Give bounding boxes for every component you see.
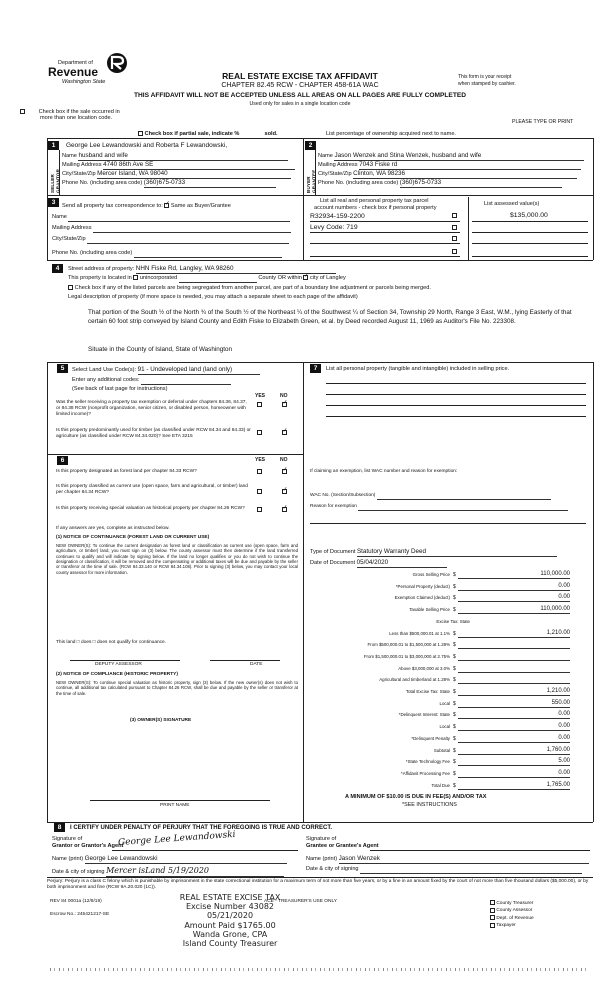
legal-label: Legal description of property (if more space is needed, you may attach a separate sheet to each page of the affidavit) [68,294,358,300]
calc-value[interactable]: 1,765.00 [458,782,570,790]
assessed-header: List assessed value(s) [484,201,540,207]
buyer-side-label: BUYER GRANTEE [306,169,317,193]
deputy-date-label: DATE [250,662,263,667]
s5-q1-no-checkbox[interactable] [282,402,287,407]
calc-value[interactable]: 0.00 [458,594,570,602]
calc-row [310,758,590,767]
form-title: REAL ESTATE EXCISE TAX AFFIDAVIT [222,71,378,81]
calc-row [310,688,590,697]
buyer-name-field[interactable]: Jason Wenzek and Stina Wenzek, husband and wife [334,152,584,161]
calc-row [310,782,590,791]
see-instructions-note: *SEE INSTRUCTIONS [402,802,457,808]
calc-row [310,583,590,592]
additional-codes-label: Enter any additional codes: [72,377,140,383]
buyer-mailing-field[interactable]: 7043 Fiske rd [359,161,581,170]
section-5-number: 5 [57,364,68,373]
date-doc-field[interactable]: 05/04/2020 [357,559,447,568]
parcel-4-personal-checkbox[interactable] [452,249,457,254]
multi-location-label-1: Check box if the sale occurred in [38,109,120,115]
grantee-date-row [306,866,582,874]
section-2-number: 2 [305,141,316,150]
calc-label: Above $3,000,000 at 3.0% [398,665,450,671]
calc-label: Excise Tax: State [436,618,470,624]
calc-dollar-sign: $ [453,677,456,684]
form-warning: THIS AFFIDAVIT WILL NOT BE ACCEPTED UNLESS ALL AREAS ON ALL PAGES ARE FULLY COMPLETED [133,92,467,99]
seller-city-field[interactable]: Mercer Island, WA 98040 [97,170,291,179]
street-label: Street address of property: [68,266,135,272]
city-label: city of Langley [309,275,346,281]
seller-name-label: Name [62,153,77,159]
calc-row [310,571,590,580]
calc-dollar-sign: $ [453,689,456,695]
assessed-value-1[interactable]: $135,000.00 [510,212,548,219]
dor-dept-line1: Department of [58,60,93,66]
calc-dollar-sign: $ [453,665,456,672]
perjury-note: Perjury: Perjury is a class C felony which is punishable by imprisonment in the state correctional institution for a maximum term of not more than five years, or by a fine in an amount fixed by the court of not more than five thousand dollars ($5,000.00), or by both imprisonment and fine (RCW 9A.20.020 (1C)). [47,879,589,890]
seller-name-field[interactable]: husband and wife [78,152,288,161]
buyer-city-field[interactable]: Clinton, WA 98236 [353,170,577,179]
calc-row [310,594,590,603]
calc-row [310,723,590,732]
deputy-assessor-label: DEPUTY ASSESSOR [95,662,142,667]
calc-row [310,618,590,627]
s6-q2-no-checkbox[interactable] [282,489,287,494]
grantor-date-label: Date & city of signing [52,869,105,875]
grantor-sig-label-2: Grantor or Grantor's Agent [52,843,124,849]
s3-city-label: City/State/Zip [52,236,86,242]
partial-sale-sold: sold. [264,131,278,137]
type-doc-field[interactable]: Statutory Warranty Deed [357,548,557,557]
s5-q1-yes-checkbox[interactable] [257,402,262,407]
parcel-3-personal-checkbox[interactable] [452,236,457,241]
unincorporated-label: unincorporated [139,275,178,281]
exemption-label: If claiming an exemption, list WAC number and reason for exemption: [310,469,458,474]
s5-q2: Is this property predominantly used for timber (as classified under RCW 84.34 and 84.33) or agriculture (as classified under RCW 84.34.020)? See ETA 3215 [56,428,251,439]
rev-number: REV 84 0001a (12/9/19) [50,899,102,904]
s6-q1-yes-checkbox[interactable] [257,469,262,474]
segregated-row [68,285,431,292]
wac-field[interactable] [377,493,551,500]
additional-codes-field[interactable] [141,377,231,385]
calc-value[interactable] [458,665,570,673]
dor-dept-line2: Revenue [48,65,99,79]
seller-side-label: SELLER GRANTOR [50,168,61,193]
s3-mailing-field[interactable] [93,225,291,233]
grantor-date-field[interactable]: Mercer isLand 5/19/2020 [106,866,284,877]
s3-city-field[interactable] [87,236,289,244]
calc-value[interactable]: 110,000.00 [458,571,570,579]
calc-label: *Delinquent Interest: State [398,712,450,718]
grantee-sig-label-1: Signature of [306,836,337,842]
parcel-header-2: account numbers - check box if personal property [314,205,437,211]
please-type: PLEASE TYPE OR PRINT [512,119,574,125]
multi-location-checkbox[interactable] [20,109,25,114]
grantee-sig-label-2: Grantee or Grantee's Agent [306,843,379,849]
seller-phone-field[interactable]: (360)675-0733 [144,179,276,188]
seller-city-label: City/State/Zip [62,171,96,177]
buyer-phone-label: Phone No. (including area code) [318,180,399,186]
buyer-mailing-row [318,161,581,170]
land-use-field[interactable]: 91 - Undeveloped land (land only) [138,366,260,375]
calc-dollar-sign: $ [453,572,456,578]
calc-row [310,711,590,720]
city-checkbox[interactable] [303,275,308,280]
additional-codes-row [72,377,231,385]
date-doc-label: Date of Document [310,560,356,566]
calc-label: From $500,000.01 to $1,500,000 at 1.28% [367,642,450,648]
copy-taxpayer-checkbox[interactable] [490,923,495,928]
partial-sale-label: Check box if partial sale, indicate % [144,131,240,137]
section-6-number: 6 [57,456,68,465]
reason-row [310,504,568,511]
calc-value[interactable]: 5.00 [458,758,570,766]
type-doc-label: Type of Document [310,549,356,555]
street-row [68,265,336,274]
seller-phone-row [62,179,276,188]
grantee-date-field[interactable] [360,866,582,874]
seller-phone-label: Phone No. (including area code) [62,180,143,186]
calc-value[interactable]: 1,760.00 [458,747,570,755]
calc-label: *Personal Property (deduct) [395,583,450,589]
s3-mailing-row [52,225,291,233]
calc-value[interactable] [458,641,570,649]
grantee-print-label: Name (print) [306,856,338,862]
s3-name-row [52,214,290,222]
land-use-label: Select Land Use Code(s): [72,367,137,373]
calc-dollar-sign: $ [453,583,456,590]
calc-dollar-sign: $ [453,595,456,602]
s5-q1: Was the seller receiving a property tax exemption or deferral under chapters 84.36, 84.37, or 84.38 RCW (nonprofit organization, senior citizen, or disabled person, homeowner with limited income)? [56,400,247,417]
parcel-1-personal-checkbox[interactable] [452,213,457,220]
s5-q2-no-checkbox[interactable] [282,430,287,435]
seller-mailing-field[interactable]: 4740 86th Ave SE [103,161,295,170]
buyer-city-row [318,170,577,179]
calc-row [310,700,590,709]
s5-no-header: NO [280,393,288,399]
calc-dollar-sign: $ [453,724,456,731]
s3-city-row [52,236,289,244]
calc-value[interactable] [458,618,570,626]
same-as-buyer-label: Same as Buyer/Grantee [170,203,231,209]
minimum-due-note: A MINIMUM OF $10.00 IS DUE IN FEE(S) AND/OR TAX [345,794,487,800]
buyer-phone-field[interactable]: (360)675-0733 [400,179,562,188]
legal-description: That portion of the South ½ of the North ¾ of the South ½ of the Northeast ¼ of the Southwest ¼ of Section 34, Township 29 North, Range 3 East, W.M., lying Easterly of that certain 60 foot strip conveyed by Island County and Edith Fiske to Elizabeth Green, et al. by Deed recorded August 11, 1969 as Auditor's File No. 223308. [88,309,572,325]
copy-treasurer-checkbox[interactable] [490,900,495,905]
calc-row [310,641,590,650]
owner-signature-label: (3) OWNER(S) SIGNATURE [130,718,192,723]
s5-q2-yes-checkbox[interactable] [257,430,262,435]
s6-yes-header: YES [255,457,266,463]
stamp-line-5: Wanda Grone, CPA [192,929,268,939]
s3-phone-field[interactable] [134,250,282,258]
send-correspondence-row [62,203,231,210]
grantor-print-row [52,855,287,864]
calc-dollar-sign: $ [453,642,456,649]
s3-name-label: Name [52,214,67,220]
copy-list [490,900,534,930]
calc-row [310,676,590,685]
s6-q2-yes-checkbox[interactable] [257,489,262,494]
county-or-within-label: County OR within [258,275,302,281]
calc-label: Local [439,700,450,706]
s3-phone-row [52,250,282,258]
levy-code: Levy Code: 719 [310,224,358,231]
section-4-number: 4 [52,264,63,273]
s5-yes-header: YES [255,393,266,399]
calc-row [310,665,590,674]
s6-no-header: NO [280,457,288,463]
stamp-line-6: Island County Treasurer [182,938,278,948]
reason-label: Reason for exemption [310,504,357,509]
section-1-number: 1 [48,141,59,150]
see-back-note: (See back of last page for instructions) [72,386,168,392]
s6-q2: Is this property classified as current use (open space, farm and agricultural, or timber) land per chapter 84.34 RCW? [56,484,248,495]
s6-q3: Is this property receiving special valuation as historical property per chapter 84.26 RCW? [56,506,245,511]
wac-row [310,493,551,500]
grantee-date-label: Date & city of signing [306,866,359,872]
certify-text: I CERTIFY UNDER PENALTY OF PERJURY THAT THE FOREGOING IS TRUE AND CORRECT. [70,825,333,831]
scan-barcode-strip [50,968,590,971]
treasurer-use-label: ACE - TREASURER'S USE ONLY [264,899,337,904]
calc-label: Subtotal [433,747,450,753]
s6-q3-yes-checkbox[interactable] [257,507,262,512]
s6-q1: Is this property designated as forest land per chapter 84.33 RCW? [56,469,197,474]
section-3-number: 3 [48,198,59,207]
notice1-title: (1) NOTICE OF CONTINUANCE (FOREST LAND OR CURRENT USE) [56,535,210,540]
notice1-text: NEW OWNER(S): To continue the current designation as forest land or classification as current use (open space, farm and agriculture, or timber) land, you must sign on (3) below. The county assessor must then determine if the land transferred continues to qualify and will indicate by signing below. If the land no longer qualifies or you do not wish to continue the designation or classification, it will be removed and the compensating or additional taxes will be due and payable by the seller or transferor at the time of sale. (RCW 84.33.140 or RCW 84.34.108). Prior to signing (3) below, you may contact your local county assessor for more information. [56,543,298,575]
copy-dor-checkbox[interactable] [490,915,495,920]
calc-label: Total Due [431,782,450,788]
calc-row [310,735,590,744]
copy-assessor-label: County Assessor [496,908,533,914]
calc-value[interactable]: 550.00 [458,700,570,708]
seller-top-name: George Lee Lewandowski and Roberta F Lewandowski, [66,142,228,149]
reason-field[interactable] [358,504,568,511]
send-correspondence-label: Send all property tax correspondence to: [62,203,163,209]
calc-dollar-sign: $ [453,735,456,742]
calc-label: Local [439,724,450,730]
stamp-line-3: 05/21/2020 [206,911,254,921]
calc-label: Total Excise Tax: State [405,689,450,694]
parcel-header-1: List all real and personal property tax parcel [320,198,429,204]
land-use-row [72,366,260,375]
calc-dollar-sign: $ [453,607,456,614]
calc-value[interactable] [458,676,570,684]
notice2-title: (2) NOTICE OF COMPLIANCE (HISTORIC PROPERTY) [56,672,178,677]
s3-name-field[interactable] [68,214,290,222]
s6-if-yes: If any answers are yes, complete as instructed below. [56,526,170,531]
calc-dollar-sign: $ [453,782,456,789]
street-field[interactable]: NHN Fiske Rd, Langley, WA 98260 [136,265,336,274]
type-doc-row [310,548,557,557]
s3-mailing-label: Mailing Address [52,225,92,231]
grantor-print-field[interactable]: George Lee Lewandowski [85,855,287,864]
section-8-number: 8 [54,823,65,832]
calc-value[interactable]: 110,000.00 [458,606,570,614]
s6-q1-no-checkbox[interactable] [282,469,287,474]
wac-label: WAC No. (Section/Subsection) [310,493,376,498]
stamp-line-4: Amount Paid $1765.00 [184,920,276,930]
receipt-note-1: This form is your receipt [458,74,512,80]
calc-row [310,653,590,662]
calc-dollar-sign: $ [453,712,456,719]
buyer-mailing-label: Mailing Address [318,162,358,168]
segregated-label: Check box if any of the listed parcels are being segregated from another parcel, are part of a boundary line adjustment or parcels being merged. [74,285,431,291]
section-7-number: 7 [310,364,321,373]
calc-label: *State Technology Fee [405,759,450,765]
buyer-city-label: City/State/Zip [318,171,352,177]
qualify-line: This land □ does □ does not qualify for continuance. [56,640,167,645]
grantor-print-label: Name (print) [52,856,84,862]
calc-dollar-sign: $ [453,759,456,766]
multi-location-label-2: more than one location code. [40,115,113,121]
notice2-text: NEW OWNER(S): To continue special valuation as historic property, sign (3) below. If the new owner(s) does not wish to continue, all additional tax calculated pursuant to Chapter 84.26 RCW, shall be due and payable by the seller or transferor at the time of sale. [56,680,298,696]
calc-label: *Delinquent Penalty [411,735,450,741]
grantor-date-row [52,866,284,877]
personal-property-label: List all personal property (tangible and intangible) included in selling price. [326,366,510,372]
calc-dollar-sign: $ [453,770,456,777]
seller-mailing-label: Mailing Address [62,162,102,168]
copy-assessor-checkbox[interactable] [490,908,495,913]
calc-value[interactable]: 0.00 [458,735,570,743]
partial-sale-checkbox[interactable] [138,131,143,136]
calc-row [310,606,590,615]
calc-row [310,630,590,639]
parcel-number-1[interactable]: R32934-159-2200 [310,213,365,220]
calc-dollar-sign: $ [453,747,456,754]
calc-label: Gross Selling Price [412,572,450,577]
stamp-line-1: REAL ESTATE EXCISE TAX [179,893,281,902]
date-doc-row [310,559,447,568]
located-row [68,275,346,283]
grantor-signature[interactable]: George Lee Lewandowski [117,829,236,849]
dor-dept-line3: Washington State [62,79,106,85]
form-chapter: CHAPTER 82.45 RCW - CHAPTER 458-61A WAC [221,82,379,89]
unincorporated-checkbox[interactable] [133,275,138,280]
seller-mailing-row [62,161,295,170]
grantee-print-row [306,855,589,864]
stamp-line-2: Excise Number 43082 [185,902,275,912]
copy-treasurer-label: County Treasurer [496,901,534,906]
calc-value[interactable]: 0.00 [458,711,570,719]
buyer-name-row [318,152,584,161]
calc-dollar-sign: $ [453,653,456,660]
print-name-label: PRINT NAME [160,803,190,808]
segregated-checkbox[interactable] [68,285,73,290]
calc-dollar-sign: $ [453,700,456,707]
located-label: This property is located in [68,275,132,281]
same-as-buyer-checkbox[interactable] [164,203,169,208]
calc-dollar-sign: $ [453,630,456,637]
calc-label: From $1,500,000.01 to $3,000,000 at 2.75% [363,653,450,659]
seller-name-row [62,152,300,161]
calc-label: Taxable Selling Price [409,607,450,613]
calc-row [310,747,590,756]
parcel-2-personal-checkbox[interactable] [452,225,457,230]
calc-row [310,770,590,779]
treasurer-stamp [135,893,325,948]
situate-text: Situate in the County of Island, State of Washington [88,346,232,353]
calc-label: Agricultural and timberland at 1.28% [379,677,450,683]
single-location-note: Used only for sales in a single location code [249,101,351,107]
copy-taxpayer-label: Taxpayer [496,923,516,929]
calc-label: *Affidavit Processing Fee [401,770,450,776]
ownership-note: List percentage of ownership acquired next to name. [326,131,456,137]
buyer-name-label: Name [318,153,333,159]
calc-value[interactable] [458,653,570,661]
grantor-sig-label-1: Signature of [52,836,83,842]
s6-q3-no-checkbox[interactable] [282,507,287,512]
calc-value[interactable]: 0.00 [458,583,570,591]
escrow-number: Escrow No.: 245421217-SE [50,912,110,917]
s3-phone-label: Phone No. (including area code) [52,250,133,256]
calc-value[interactable]: 0.00 [458,770,570,778]
seller-city-row [62,170,291,179]
copy-dor-label: Dept. of Revenue [496,915,534,921]
buyer-phone-row [318,179,562,188]
receipt-note-2: when stamped by cashier. [458,81,516,87]
calc-value[interactable]: 0.00 [458,723,570,731]
calc-value[interactable]: 1,210.00 [458,688,570,696]
grantee-print-field[interactable]: Jason Wenzek [339,855,589,864]
calc-label: Less than $500,000.01 at 1.1% [389,630,450,636]
calc-label: Exemption Claimed (deduct) [394,595,450,601]
calc-value[interactable]: 1,210.00 [458,630,570,638]
